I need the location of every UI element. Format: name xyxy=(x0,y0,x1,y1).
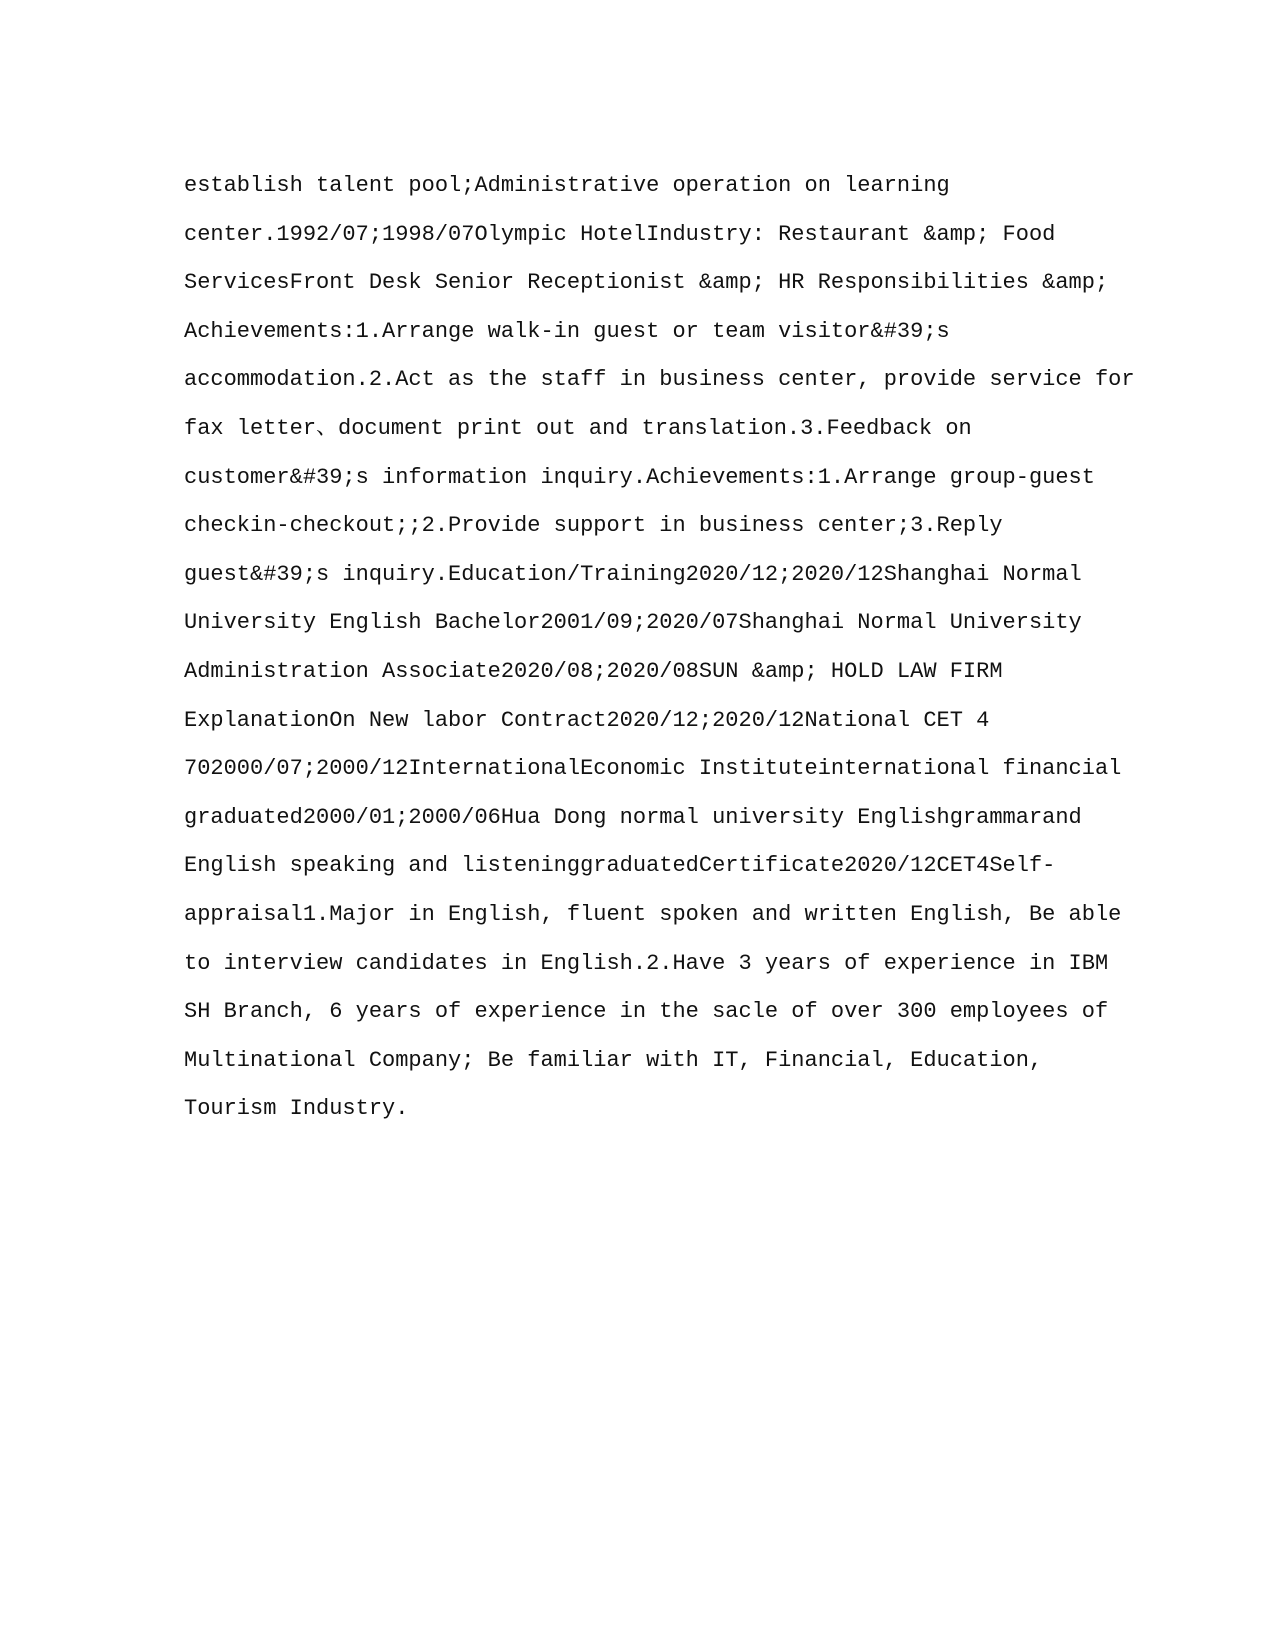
text-line-1: establish talent pool;Administrative operation on learning xyxy=(184,173,950,198)
text-line-2: center.1992/07;1998/07Olympic HotelIndustry: Restaurant &amp; Food xyxy=(184,221,1056,247)
text-line-7: customer&#39;s information inquiry.Achievements:1.Arrange group-guest xyxy=(184,464,1095,490)
text-line-16: appraisal1.Major in English, fluent spoken and written English, Be able xyxy=(184,901,1122,927)
text-line-4: Achievements:1.Arrange walk-in guest or team visitor&#39;s xyxy=(184,318,950,344)
text-line-9: guest&#39;s inquiry.Education/Training2020/12;2020/12Shanghai Normal xyxy=(184,561,1082,587)
text-line-15: English speaking and listeninggraduatedCertificate2020/12CET4Self- xyxy=(184,853,1056,879)
resume-text-block xyxy=(184,162,1135,1134)
text-line-3: ServicesFront Desk Senior Receptionist &amp; HR Responsibilities &amp; xyxy=(184,270,1109,296)
text-line-19: Multinational Company; Be familiar with IT, Financial, Education, xyxy=(184,1047,1043,1073)
text-line-5: accommodation.2.Act as the staff in business center, provide service for xyxy=(184,367,1135,393)
text-line-17: to interview candidates in English.2.Have 3 years of experience in IBM xyxy=(184,950,1109,976)
text-line-10: University English Bachelor2001/09;2020/07Shanghai Normal University xyxy=(184,610,1082,636)
text-line-6: fax letter、document print out and translation.3.Feedback on xyxy=(184,415,972,441)
text-line-18: SH Branch, 6 years of experience in the sacle of over 300 employees of xyxy=(184,999,1109,1025)
text-line-20: Tourism Industry. xyxy=(184,1096,409,1122)
text-line-14: graduated2000/01;2000/06Hua Dong normal university Englishgrammarand xyxy=(184,804,1082,830)
text-line-12: ExplanationOn New labor Contract2020/12;2020/12National CET 4 xyxy=(184,707,990,733)
text-line-13: 702000/07;2000/12InternationalEconomic Instituteinternational financial xyxy=(184,756,1122,782)
text-line-11: Administration Associate2020/08;2020/08SUN &amp; HOLD LAW FIRM xyxy=(184,658,1003,684)
text-line-8: checkin-checkout;;2.Provide support in business center;3.Reply xyxy=(184,513,1003,539)
